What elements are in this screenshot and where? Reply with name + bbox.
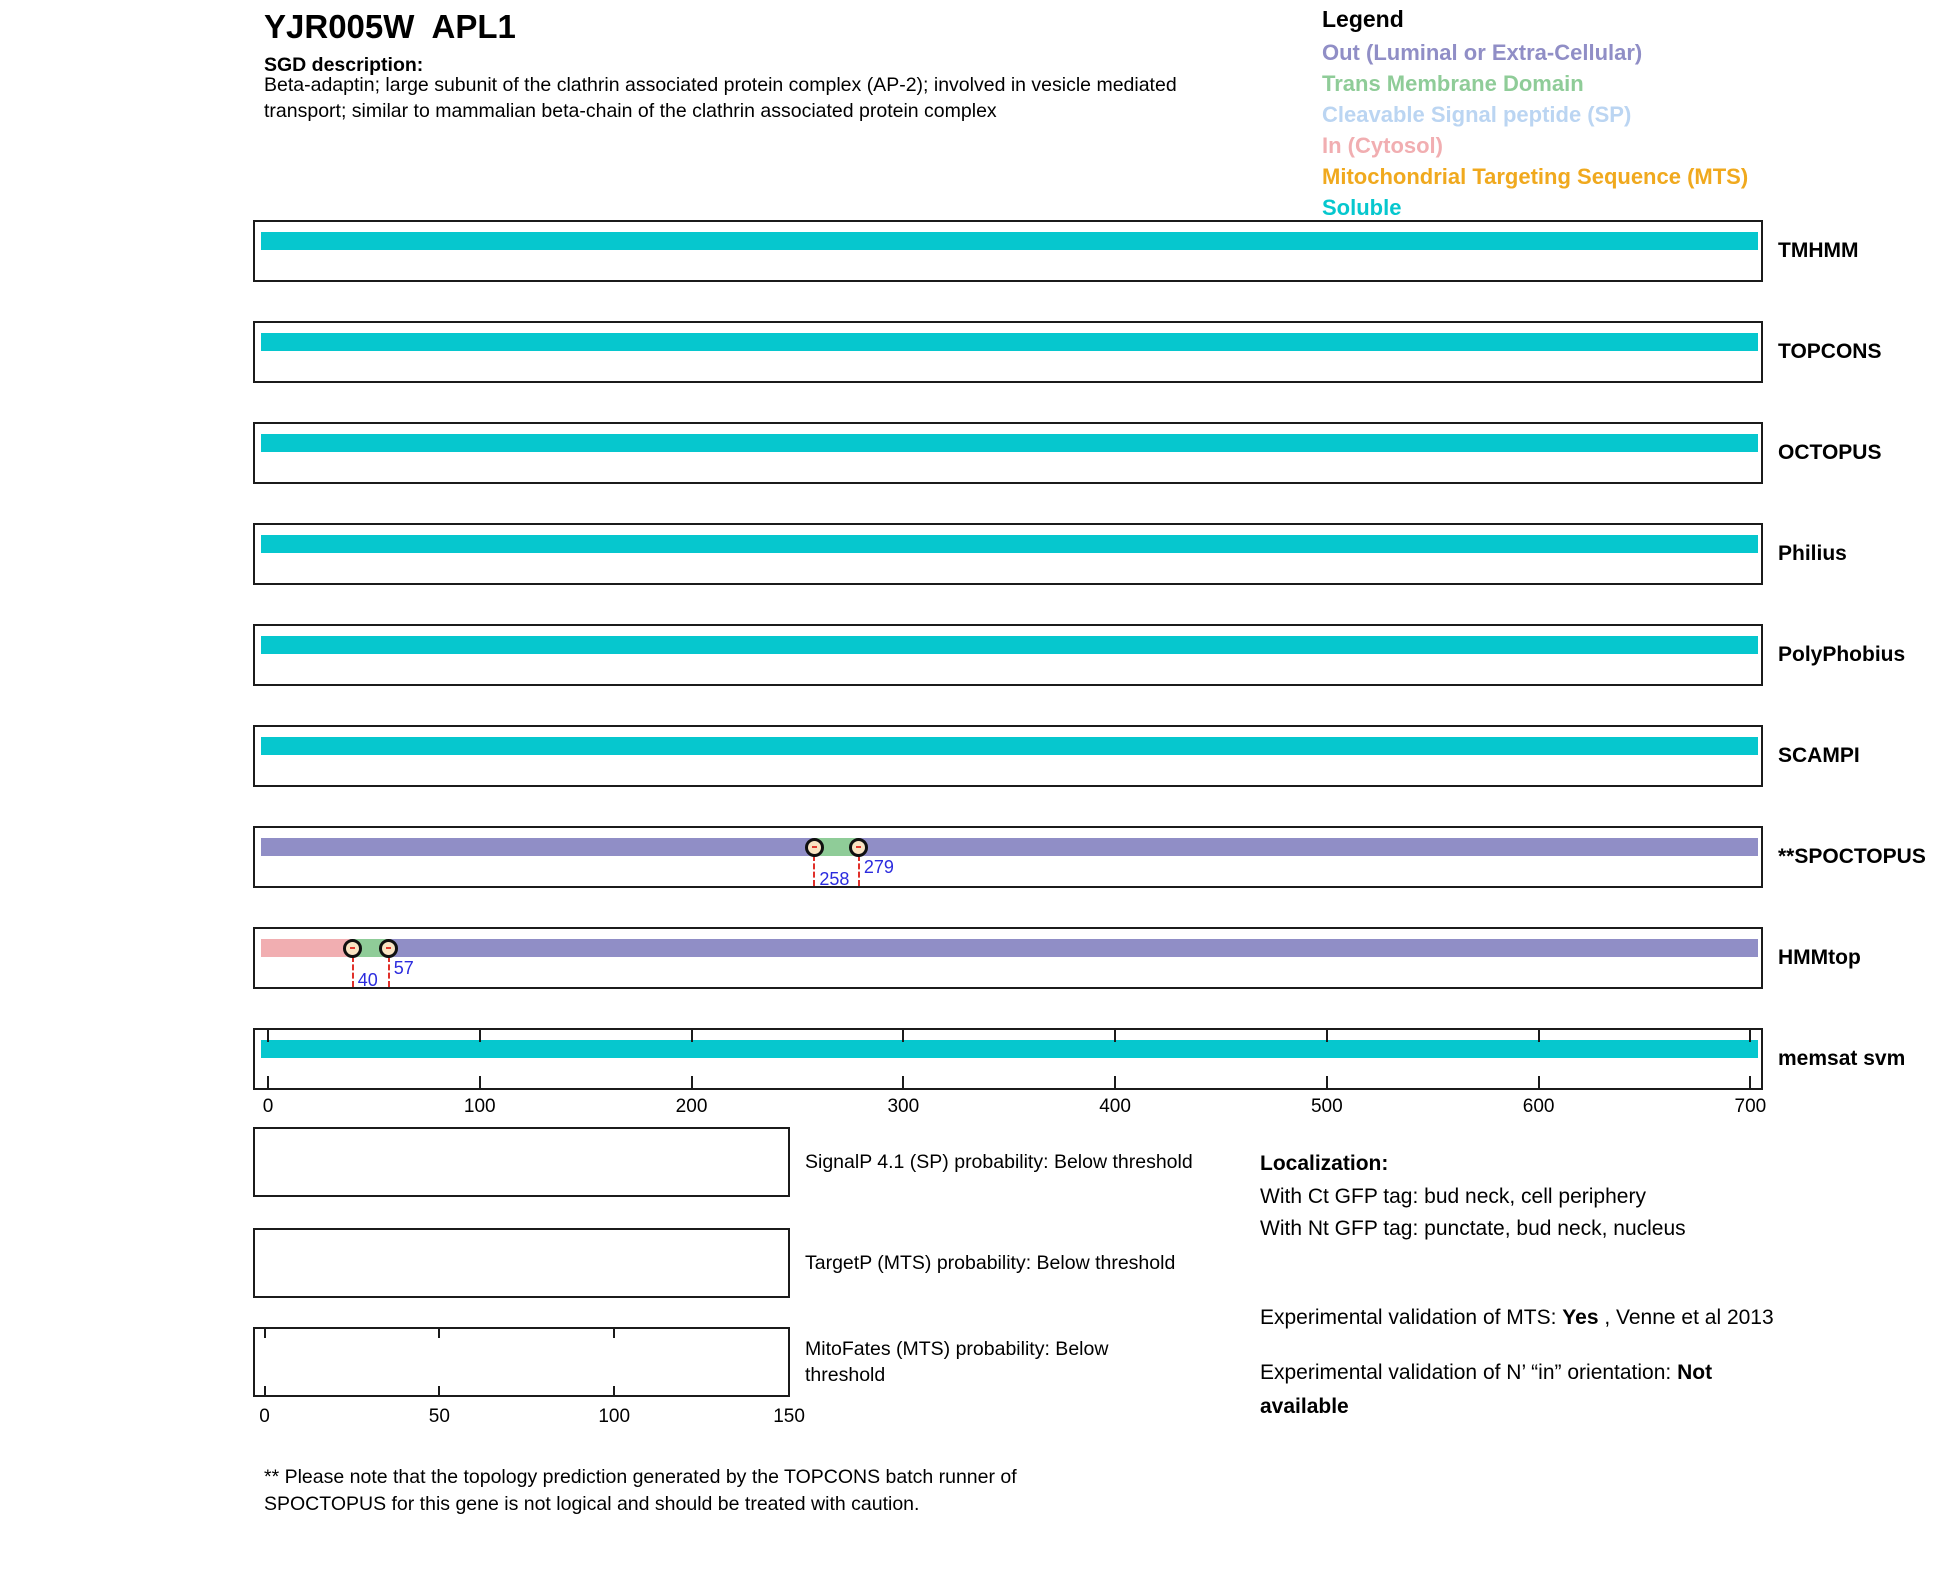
residue-axis-tick bbox=[1749, 1076, 1751, 1088]
residue-axis-tick bbox=[1538, 1030, 1540, 1042]
residue-axis-tick-label: 400 bbox=[1099, 1096, 1131, 1117]
marker-position-label: 279 bbox=[863, 857, 894, 877]
legend-item-tm: Trans Membrane Domain bbox=[1322, 71, 1584, 96]
probability-panel-label-line: SignalP 4.1 (SP) probability: Below threshold bbox=[805, 1151, 1193, 1173]
residue-axis-tick bbox=[902, 1030, 904, 1042]
track-box-philius bbox=[253, 523, 1763, 585]
track-segment-in bbox=[261, 939, 353, 957]
orientation-validation-value: Not bbox=[1677, 1361, 1713, 1384]
marker-dash-icon bbox=[812, 846, 817, 849]
marker-dash-icon bbox=[350, 947, 355, 950]
residue-axis-tick bbox=[1538, 1076, 1540, 1088]
marker-position-label: 258 bbox=[819, 869, 850, 889]
track-segment-soluble bbox=[261, 636, 1758, 654]
probability-panel-label-line: TargetP (MTS) probability: Below threshold bbox=[805, 1252, 1176, 1274]
track-segment-soluble bbox=[261, 535, 1758, 553]
residue-axis-tick bbox=[1749, 1030, 1751, 1042]
track-segment-soluble bbox=[261, 737, 1758, 755]
probability-axis-tick bbox=[438, 1329, 440, 1338]
mts-validation-line bbox=[1260, 1306, 1774, 1330]
mts-validation-value: Yes bbox=[1562, 1306, 1599, 1329]
marker-position-label: 40 bbox=[357, 970, 378, 990]
track-label-memsat-svm: memsat svm bbox=[1778, 1047, 1906, 1070]
membrane-boundary-marker bbox=[805, 838, 824, 857]
track-box-octopus bbox=[253, 422, 1763, 484]
probability-axis-tick bbox=[613, 1386, 615, 1395]
residue-axis-tick bbox=[479, 1076, 481, 1088]
membrane-boundary-line bbox=[388, 956, 390, 987]
probability-axis-tick bbox=[264, 1329, 266, 1338]
orientation-validation-value-line2: available bbox=[1260, 1395, 1349, 1418]
sgd-description-line2: transport; similar to mammalian beta-chain of the clathrin associated protein complex bbox=[264, 100, 997, 122]
track-label-octopus: OCTOPUS bbox=[1778, 441, 1882, 464]
localization-title: Localization: bbox=[1260, 1152, 1389, 1175]
legend-title: Legend bbox=[1322, 6, 1404, 32]
legend-item-in: In (Cytosol) bbox=[1322, 133, 1443, 158]
residue-axis-tick bbox=[1114, 1076, 1116, 1088]
mts-validation-prefix: Experimental validation of MTS: bbox=[1260, 1306, 1563, 1329]
membrane-boundary-marker bbox=[849, 838, 868, 857]
residue-axis-tick bbox=[267, 1076, 269, 1088]
legend-item-mts: Mitochondrial Targeting Sequence (MTS) bbox=[1322, 164, 1749, 189]
probability-panel-label-line: MitoFates (MTS) probability: Below bbox=[805, 1338, 1109, 1360]
track-box-hmmtop bbox=[253, 927, 1763, 989]
residue-axis-tick bbox=[691, 1076, 693, 1088]
residue-axis-tick bbox=[902, 1076, 904, 1088]
marker-position-label: 57 bbox=[393, 958, 414, 978]
probability-axis-tick bbox=[788, 1386, 790, 1395]
mts-validation-suffix: , Venne et al 2013 bbox=[1598, 1306, 1774, 1329]
probability-panel-1 bbox=[253, 1127, 790, 1197]
track-segment-soluble bbox=[261, 434, 1758, 452]
probability-panel-label bbox=[805, 1250, 1175, 1276]
marker-dash-icon bbox=[856, 846, 861, 849]
sgd-description-line1: Beta-adaptin; large subunit of the clathrin associated protein complex (AP-2); involved in vesicle mediated bbox=[264, 74, 1177, 96]
probability-panel-label-line: threshold bbox=[805, 1364, 886, 1386]
residue-axis-tick-label: 700 bbox=[1734, 1096, 1767, 1117]
track-segment-soluble bbox=[261, 1040, 1758, 1058]
page-title: YJR005W APL1 bbox=[264, 8, 516, 45]
track-label-polyphobius: PolyPhobius bbox=[1778, 643, 1906, 666]
probability-axis-tick-label: 50 bbox=[428, 1406, 450, 1427]
residue-axis-tick bbox=[1326, 1076, 1328, 1088]
track-label-scampi: SCAMPI bbox=[1778, 744, 1860, 767]
localization-ct-gfp-line: With Ct GFP tag: bud neck, cell periphery bbox=[1260, 1185, 1646, 1208]
localization-nt-gfp-line: With Nt GFP tag: punctate, bud neck, nucleus bbox=[1260, 1217, 1686, 1240]
residue-axis-tick bbox=[1326, 1030, 1328, 1042]
spoctopus-footnote-line2: SPOCTOPUS for this gene is not logical and should be treated with caution. bbox=[264, 1493, 920, 1515]
probability-axis-tick-label: 100 bbox=[598, 1406, 631, 1427]
legend-item-soluble: Soluble bbox=[1322, 195, 1402, 220]
spoctopus-footnote-line1: ** Please note that the topology prediction generated by the TOPCONS batch runner of bbox=[264, 1466, 1017, 1488]
residue-axis-tick-label: 500 bbox=[1310, 1096, 1343, 1117]
membrane-boundary-marker bbox=[379, 939, 398, 958]
track-box-polyphobius bbox=[253, 624, 1763, 686]
legend-item-out: Out (Luminal or Extra-Cellular) bbox=[1322, 40, 1643, 65]
probability-axis-tick bbox=[438, 1386, 440, 1395]
residue-axis-tick bbox=[1114, 1030, 1116, 1042]
residue-axis-tick bbox=[267, 1030, 269, 1042]
track-label-philius: Philius bbox=[1778, 542, 1847, 565]
probability-axis-tick bbox=[613, 1329, 615, 1338]
sgd-description-label: SGD description: bbox=[264, 54, 424, 76]
track-box-topcons bbox=[253, 321, 1763, 383]
track-label-spoctopus: **SPOCTOPUS bbox=[1778, 845, 1926, 868]
orientation-validation-prefix: Experimental validation of N’ “in” orientation: bbox=[1260, 1361, 1678, 1384]
track-box-scampi bbox=[253, 725, 1763, 787]
probability-panel-2 bbox=[253, 1228, 790, 1298]
membrane-boundary-marker bbox=[343, 939, 362, 958]
probability-axis-tick-label: 150 bbox=[773, 1406, 805, 1427]
probability-axis-tick bbox=[788, 1329, 790, 1338]
residue-axis-tick-label: 0 bbox=[262, 1096, 274, 1117]
track-label-tmhmm: TMHMM bbox=[1778, 239, 1859, 262]
residue-axis-tick-label: 600 bbox=[1522, 1096, 1555, 1117]
residue-axis-tick bbox=[691, 1030, 693, 1042]
track-label-topcons: TOPCONS bbox=[1778, 340, 1882, 363]
track-segment-out bbox=[389, 939, 1758, 957]
residue-axis-tick-label: 300 bbox=[887, 1096, 920, 1117]
track-segment-soluble bbox=[261, 333, 1758, 351]
membrane-boundary-line bbox=[352, 956, 354, 987]
membrane-boundary-line bbox=[813, 855, 815, 886]
track-segment-out bbox=[859, 838, 1758, 856]
residue-axis-tick bbox=[479, 1030, 481, 1042]
probability-axis-tick-label: 0 bbox=[259, 1406, 270, 1427]
probability-panel-3 bbox=[253, 1327, 790, 1397]
probability-axis-tick bbox=[264, 1386, 266, 1395]
marker-dash-icon bbox=[386, 947, 391, 950]
probability-panel-label bbox=[805, 1336, 1108, 1388]
track-segment-out bbox=[261, 838, 814, 856]
track-segment-soluble bbox=[261, 232, 1758, 250]
probability-panel-label bbox=[805, 1149, 1193, 1175]
legend-item-sp: Cleavable Signal peptide (SP) bbox=[1322, 102, 1632, 127]
membrane-boundary-line bbox=[858, 855, 860, 886]
residue-axis-tick-label: 100 bbox=[463, 1096, 496, 1117]
track-box-spoctopus bbox=[253, 826, 1763, 888]
residue-axis-tick-label: 200 bbox=[675, 1096, 708, 1117]
orientation-validation-line bbox=[1260, 1361, 1712, 1385]
track-box-tmhmm bbox=[253, 220, 1763, 282]
track-label-hmmtop: HMMtop bbox=[1778, 946, 1861, 969]
